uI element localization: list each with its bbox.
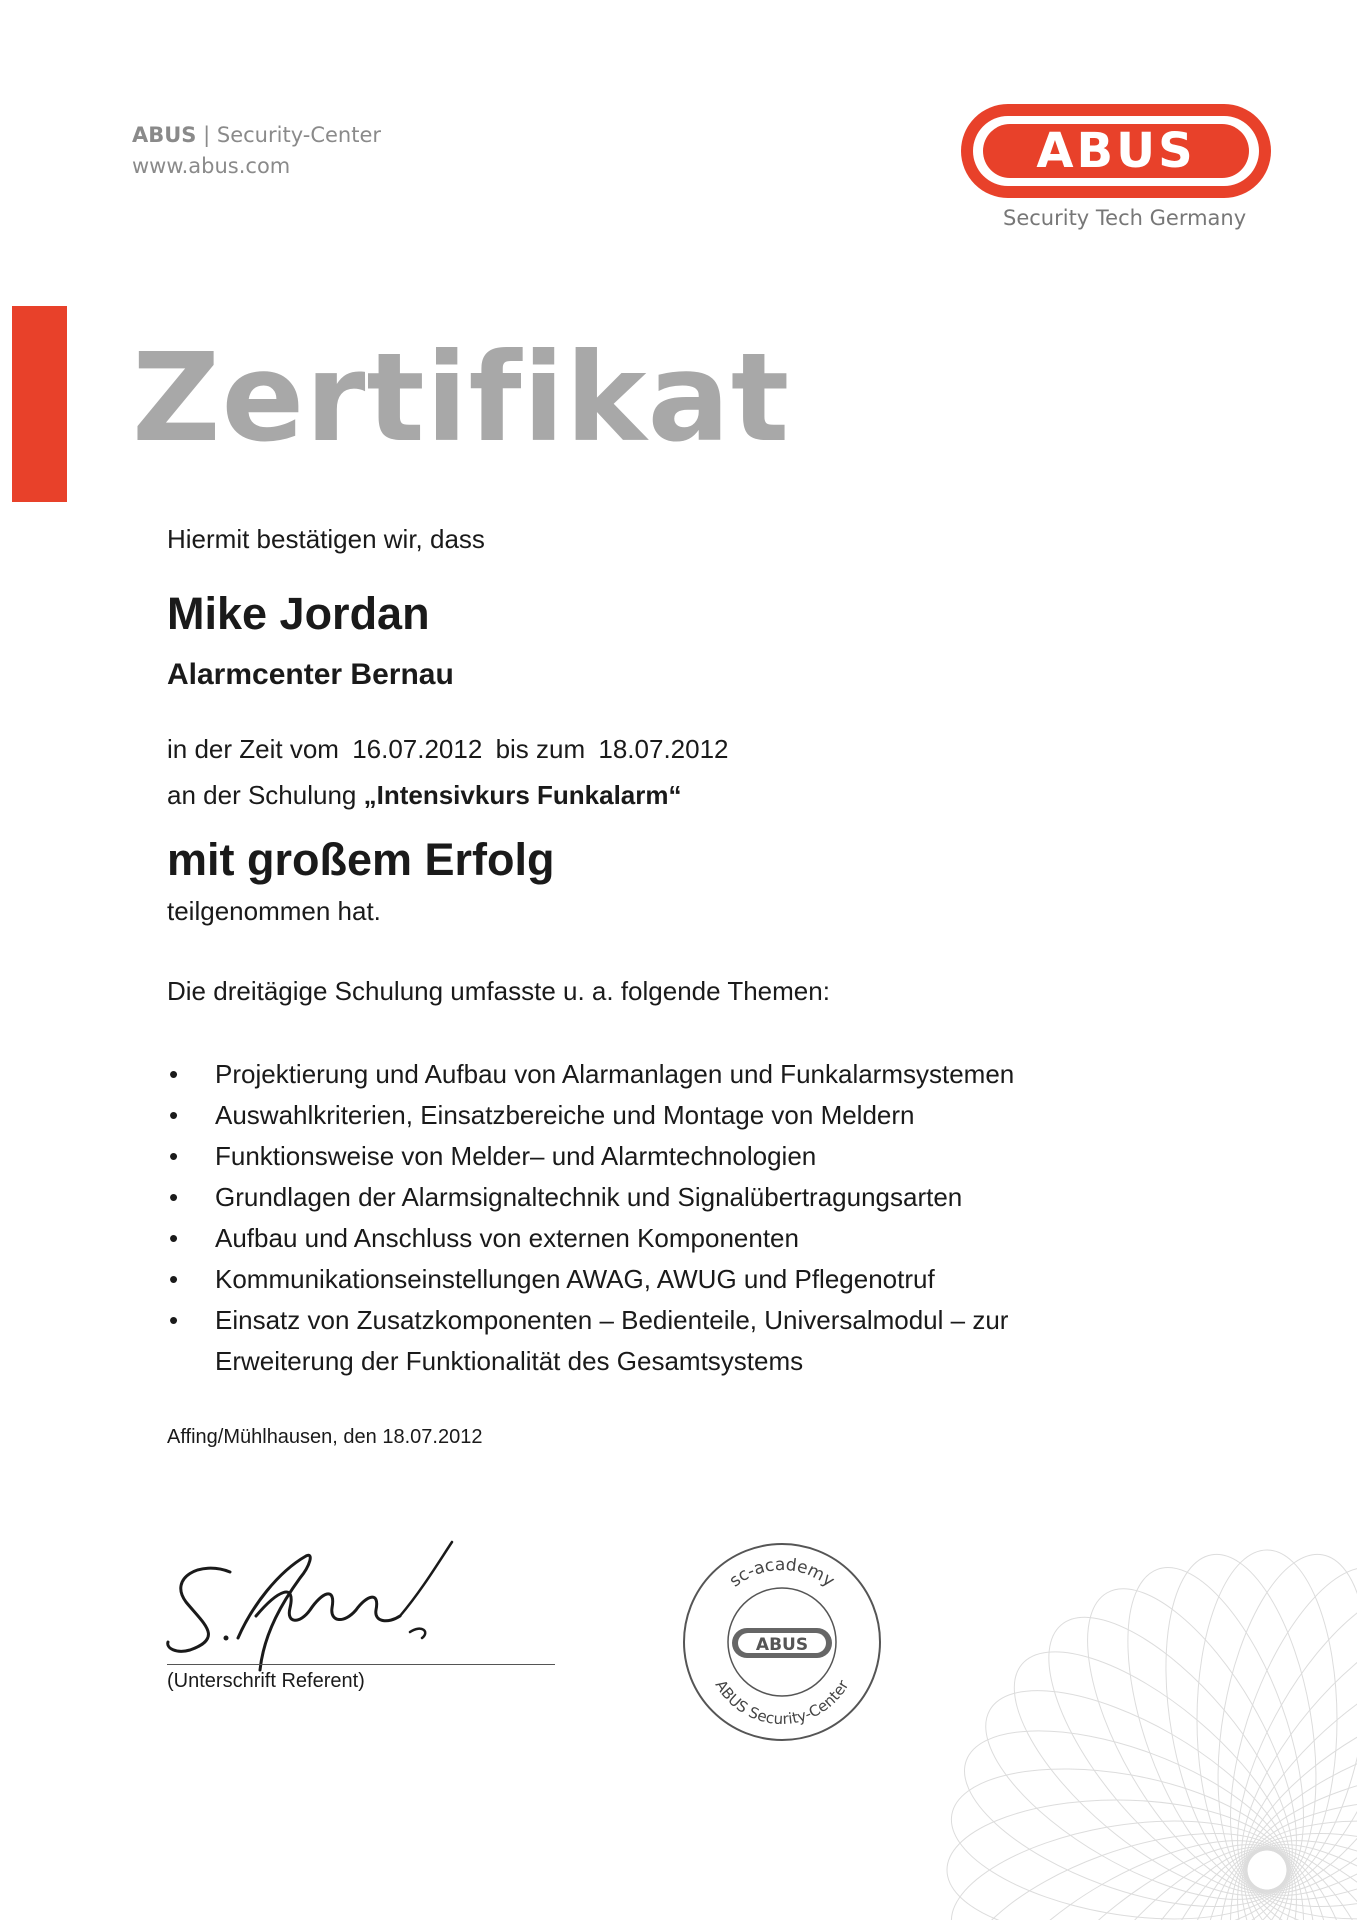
sender-line [132,120,381,151]
bullet: • [169,1100,179,1130]
guilloche-loop [940,1745,1299,1920]
tagline: Security Tech Germany [1003,206,1247,230]
course-line [167,780,682,811]
topic-text: Aufbau und Anschluss von externen Komponenten [215,1223,799,1253]
signature-line [167,1664,555,1665]
list-item [167,1095,1014,1136]
sender-name: Security-Center [216,123,382,147]
bullet: • [169,1059,179,1089]
topic-text: Kommunikationseinstellungen AWAG, AWUG und Pflegenotruf [215,1264,935,1294]
period-prefix: in der Zeit vom [167,734,339,764]
list-item [167,1054,1014,1095]
list-item [167,1136,1014,1177]
bullet: • [169,1264,179,1294]
seal-center-text: ABUS [755,1635,809,1655]
sender-block [132,120,381,182]
topic-text: Funktionsweise von Melder– und Alarmtechnologien [215,1141,817,1171]
participant-name: Mike Jordan [167,588,430,639]
bullet: • [169,1223,179,1253]
accent-bar [12,306,67,502]
guilloche-pattern [797,1400,1357,1920]
sender-brand: ABUS [132,123,197,147]
seal-top-text: sc-academy [725,1554,839,1592]
topic-text: Auswahlkriterien, Einsatzbereiche und Montage von Meldern [215,1100,915,1130]
course-prefix: an der Schulung [167,780,357,810]
list-item [167,1218,1014,1259]
list-item [167,1300,1014,1341]
guilloche-loop [977,1611,1327,1920]
signature [160,1520,580,1680]
seal-bottom-text: ABUS Security-Center [711,1676,853,1729]
period-line [167,734,735,765]
signature-label: (Unterschrift Referent) [167,1670,365,1692]
topic-text: Einsatz von Zusatzkomponenten – Bedienteile, Universalmodul – zur [215,1305,1009,1335]
list-item [167,1177,1014,1218]
topic-text: Erweiterung der Funktionalität des Gesamtsystems [215,1346,804,1376]
topic-text: Projektierung und Aufbau von Alarmanlagen und Funkalarmsystemen [215,1059,1015,1089]
topics-intro: Die dreitägige Schulung umfasste u. a. folgende Themen: [167,976,830,1006]
logo-text: ABUS [1036,123,1196,179]
intro-text: Hiermit bestätigen wir, dass [167,524,485,554]
sender-divider: | [203,123,211,147]
organization: Alarmcenter Bernau [167,658,454,691]
bullet: • [169,1182,179,1212]
certificate-title: Zertifikat [132,327,791,469]
list-item-continuation [167,1341,1014,1382]
guilloche-loop [1197,1550,1337,1890]
website: www.abus.com [132,154,291,178]
guilloche-loop [1197,1850,1337,1920]
bullet: • [169,1141,179,1171]
result-text: mit großem Erfolg [167,834,555,885]
course-name: „Intensivkurs Funkalarm“ [363,780,682,810]
period-mid: bis zum [495,734,586,764]
guilloche-loop [1046,1558,1337,1920]
place-date: Affing/Mühlhausen, den 18.07.2012 [167,1426,483,1448]
list-item [167,1259,1014,1300]
date-to: 18.07.2012 [598,734,729,764]
guilloche-loop [1201,1580,1357,1920]
attended-text: teilgenommen hat. [167,896,381,926]
bullet: • [169,1305,179,1335]
abus-logo [957,100,1275,202]
date-from: 16.07.2012 [352,734,483,764]
topics-list [167,1054,1014,1382]
topic-text: Grundlagen der Alarmsignaltechnik und Signalübertragungsarten [215,1182,963,1212]
